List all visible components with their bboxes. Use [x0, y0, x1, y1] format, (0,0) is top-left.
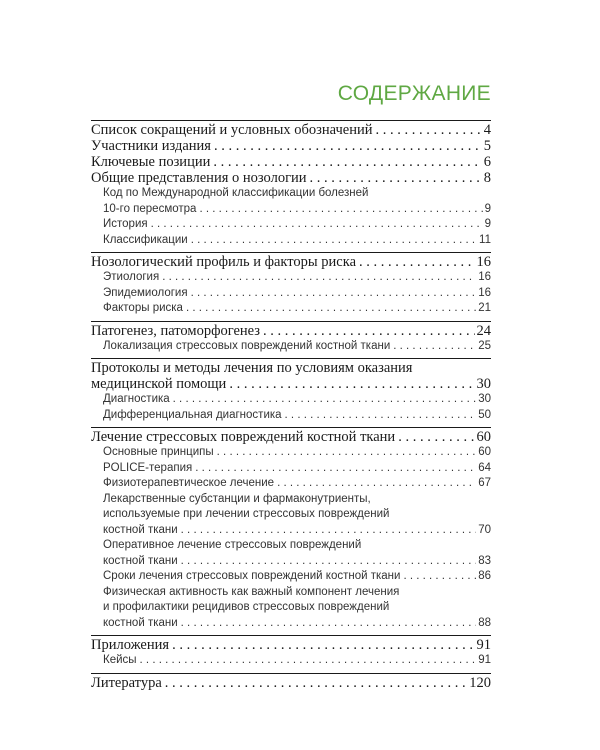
- dot-leader: [395, 429, 474, 445]
- toc-chapter[interactable]: [91, 122, 491, 138]
- toc-subsection[interactable]: [91, 445, 491, 461]
- toc-subsection[interactable]: [91, 569, 491, 585]
- dot-leader: [159, 270, 476, 286]
- page-number: 50: [478, 408, 491, 421]
- toc-entry-title: Кейсы: [103, 654, 137, 666]
- toc-entry-title: Участники издания: [91, 138, 211, 154]
- page-number: 67: [478, 477, 491, 489]
- toc-entry-title: 10-го пересмотра: [103, 202, 197, 215]
- dot-leader: [169, 637, 474, 653]
- toc-chapter[interactable]: [91, 637, 491, 653]
- dot-leader: [178, 616, 477, 632]
- toc-entry-title: Общие представления о нозологии: [91, 170, 307, 186]
- toc-subsection[interactable]: [91, 523, 491, 539]
- toc-entry-line: и профилактики рецидивов стрессовых повреждений: [103, 601, 390, 613]
- dot-leader: [226, 376, 474, 392]
- toc-entry-title: Дифференциальная диагностика: [103, 408, 282, 421]
- toc-entry-title: Нозологический профиль и факторы риска: [91, 254, 357, 270]
- dot-leader: [211, 138, 482, 154]
- page-number: 30: [478, 393, 491, 405]
- toc-entry-title: костной ткани: [103, 554, 178, 567]
- dot-leader: [274, 476, 476, 492]
- dot-leader: [188, 286, 477, 302]
- dot-leader: [137, 653, 477, 669]
- toc-subsection[interactable]: [91, 461, 491, 477]
- toc-subsection[interactable]: [91, 301, 491, 317]
- toc-entry-title: Физиотерапевтическое лечение: [103, 477, 275, 489]
- dot-leader: [183, 301, 476, 317]
- dot-leader: [390, 339, 476, 355]
- toc-entry-title: костной ткани: [103, 616, 178, 629]
- page-number: 30: [476, 376, 491, 392]
- dot-leader: [178, 554, 477, 570]
- toc-subsection[interactable]: [91, 217, 491, 233]
- page-number: 9: [484, 202, 491, 215]
- page-number: 6: [483, 154, 491, 170]
- toc-subsection[interactable]: [91, 339, 491, 355]
- toc-entry-title: костной ткани: [103, 523, 178, 536]
- toc-entry-title: Лечение стрессовых повреждений костной ткани: [91, 429, 396, 445]
- toc-chapter[interactable]: [91, 138, 491, 154]
- toc-entry-title: Ключевые позиции: [91, 154, 211, 170]
- page-number: 25: [478, 339, 491, 352]
- page-number: 5: [483, 138, 491, 154]
- dot-leader: [192, 461, 476, 477]
- toc-entry-title: Литература: [91, 674, 162, 691]
- toc-entry-line: Код по Международной классификации болезней: [103, 187, 369, 199]
- toc-subsection[interactable]: [91, 392, 491, 408]
- page-number: 16: [478, 271, 491, 283]
- page-number: 8: [483, 170, 491, 186]
- toc-entry-title: Список сокращений и условных обозначений: [91, 122, 373, 138]
- page-number: 60: [476, 429, 491, 445]
- page-number: 64: [478, 461, 491, 474]
- toc-entry-line: используемые при лечении стрессовых повреждений: [103, 508, 390, 520]
- page-number: 24: [476, 322, 491, 339]
- dot-leader: [188, 233, 477, 249]
- toc-subsection[interactable]: [91, 286, 491, 302]
- page-number: 88: [478, 616, 491, 629]
- page-number: 91: [478, 654, 491, 666]
- toc-entry-title: Диагностика: [103, 393, 170, 405]
- toc-entry-title: Патогенез, патоморфогенез: [91, 322, 261, 339]
- page-number: 11: [479, 233, 491, 246]
- toc-subsection[interactable]: [91, 653, 491, 669]
- toc-chapter[interactable]: [91, 429, 491, 445]
- toc-entry-title: Эпидемиология: [103, 286, 188, 299]
- toc-subsection[interactable]: [91, 476, 491, 492]
- dot-leader: [214, 445, 477, 461]
- toc-subsection[interactable]: [91, 554, 491, 570]
- dot-leader: [400, 569, 476, 585]
- toc-section: [91, 427, 491, 631]
- table-of-contents: [91, 120, 491, 695]
- page-number: 4: [483, 122, 491, 138]
- toc-entry-title: Приложения: [91, 637, 170, 653]
- toc-entry-title: медицинской помощи: [91, 376, 227, 392]
- toc-entry-line: Лекарственные субстанции и фармаконутриенты,: [103, 492, 371, 505]
- page-number: 91: [476, 637, 491, 653]
- page-number: 9: [484, 218, 491, 230]
- dot-leader: [170, 392, 477, 408]
- toc-entry-line: Физическая активность как важный компонент лечения: [103, 585, 400, 598]
- dot-leader: [148, 217, 483, 233]
- page-title: СОДЕРЖАНИЕ: [337, 82, 491, 105]
- toc-entry-line: Оперативное лечение стрессовых повреждений: [103, 539, 362, 551]
- page-number: 83: [478, 554, 491, 567]
- toc-entry-title: POLICE-терапия: [103, 461, 193, 474]
- toc-subsection[interactable]: [91, 616, 491, 632]
- toc-section: [91, 358, 491, 423]
- toc-entry-title: Классификации: [103, 233, 188, 246]
- dot-leader: [210, 154, 481, 170]
- dot-leader: [260, 323, 474, 339]
- page-number: 86: [478, 570, 491, 582]
- toc-entry-title: Сроки лечения стрессовых повреждений костной ткани: [103, 570, 401, 582]
- toc-subsection[interactable]: [91, 270, 491, 286]
- dot-leader: [196, 202, 482, 218]
- toc-chapter[interactable]: [91, 675, 491, 691]
- dot-leader: [307, 170, 482, 186]
- dot-leader: [356, 254, 474, 270]
- page-number: 120: [469, 674, 491, 691]
- page-number: 16: [476, 254, 491, 270]
- dot-leader: [178, 523, 477, 539]
- toc-entry-line: Протоколы и методы лечения по условиям оказания: [91, 360, 413, 376]
- toc-entry-title: Локализация стрессовых повреждений костной ткани: [103, 339, 391, 352]
- dot-leader: [162, 675, 467, 691]
- toc-entry-title: Факторы риска: [103, 302, 183, 314]
- toc-entry-title: Основные принципы: [103, 446, 214, 458]
- dot-leader: [282, 408, 477, 424]
- dot-leader: [372, 122, 481, 138]
- toc-section: [91, 673, 491, 691]
- toc-entry-title: Этиология: [103, 271, 160, 283]
- toc-subsection[interactable]: [91, 233, 491, 249]
- page-number: 70: [478, 523, 491, 536]
- toc-chapter[interactable]: [91, 323, 491, 339]
- toc-chapter[interactable]: [91, 154, 491, 170]
- toc-section: [91, 252, 491, 317]
- toc-chapter[interactable]: [91, 254, 491, 270]
- toc-subsection[interactable]: [91, 202, 491, 218]
- toc-subsection[interactable]: [91, 408, 491, 424]
- toc-section: [91, 321, 491, 355]
- toc-chapter[interactable]: [91, 376, 491, 392]
- page-number: 16: [478, 286, 491, 299]
- toc-section: [91, 120, 491, 248]
- toc-section: [91, 635, 491, 669]
- toc-chapter[interactable]: [91, 170, 491, 186]
- toc-entry-title: История: [103, 218, 148, 230]
- page-number: 60: [478, 446, 491, 458]
- page-number: 21: [478, 302, 491, 314]
